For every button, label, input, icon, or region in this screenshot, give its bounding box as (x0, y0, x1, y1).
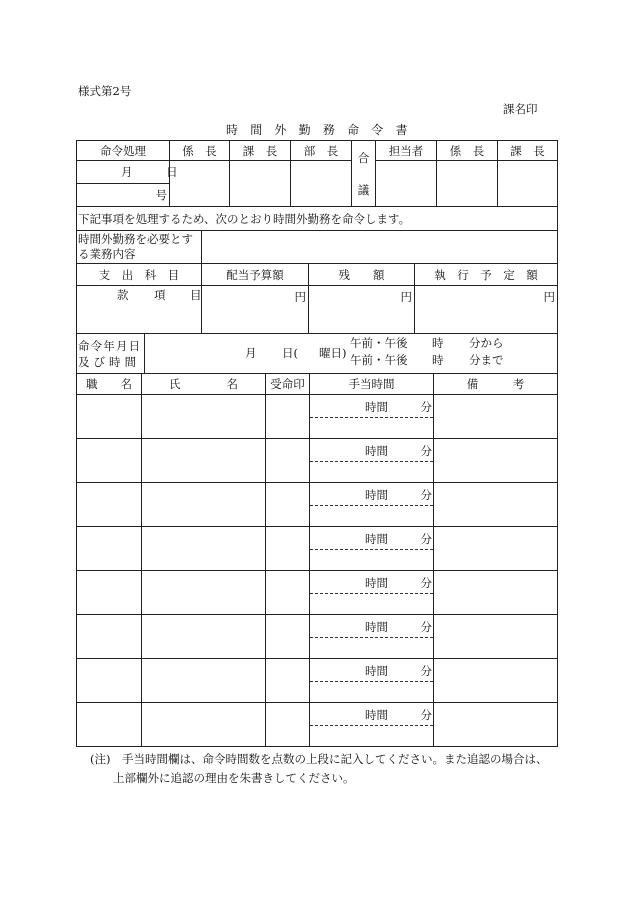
day-label: 日 (166, 165, 178, 179)
hours-label: 時間 (365, 620, 388, 634)
dashed-divider (310, 725, 433, 726)
header-seal: 受命印 (266, 374, 310, 395)
staff-name-cell[interactable] (142, 615, 266, 659)
staff-name-cell[interactable] (142, 659, 266, 703)
hour-until: 時 (432, 353, 444, 367)
staff-title-cell[interactable] (77, 483, 142, 527)
form-title: 時 間 外 勤 務 命 令 書 (226, 123, 412, 137)
table-row (77, 571, 558, 615)
minutes-label: 分 (420, 620, 432, 634)
dashed-divider (310, 681, 433, 682)
role-header: 課 長 (498, 141, 558, 161)
account-cell[interactable] (77, 286, 202, 334)
staff-remarks-cell[interactable] (434, 483, 558, 527)
month-label: 月 (121, 165, 133, 179)
allowance-hours-cell[interactable] (310, 483, 434, 527)
allowance-hours-cell[interactable] (310, 395, 434, 439)
approval-seal-box[interactable] (230, 161, 291, 207)
hours-label: 時間 (365, 708, 388, 722)
schedule-day: 日( (282, 346, 298, 360)
work-content-label (77, 231, 202, 264)
processing-label: 命令処理 (77, 141, 170, 161)
footnote-line1: (注) 手当時間欄は、命令時間数を点数の上段に記入してください。また追認の場合は、 (90, 752, 548, 766)
allowance-hours-cell[interactable] (310, 439, 434, 483)
form-number: 様式第2号 (78, 84, 132, 98)
staff-seal-cell[interactable] (266, 659, 310, 703)
staff-name-cell[interactable] (142, 483, 266, 527)
work-content-label-line1: 時間外勤務を必要とす (78, 232, 193, 246)
schedule-table (76, 333, 558, 374)
account-kou: 項 (154, 288, 166, 302)
table-row (77, 659, 558, 703)
order-statement: 下記事項を処理するため、次のとおり時間外勤務を命令します。 (77, 207, 558, 231)
hours-label: 時間 (365, 444, 388, 458)
ampm-until: 午前・午後 (350, 353, 408, 367)
table-row (77, 527, 558, 571)
minute-from: 分から (469, 336, 504, 350)
staff-seal-cell[interactable] (266, 483, 310, 527)
footnote-line2: 上部欄外に追認の理由を朱書きしてください。 (113, 771, 355, 785)
budget-header-account: 支 出 科 目 (77, 264, 202, 286)
minutes-label: 分 (420, 576, 432, 590)
allowance-hours-cell[interactable] (310, 527, 434, 571)
schedule-field[interactable] (145, 334, 558, 374)
budget-header-allocated: 配当予算額 (202, 264, 309, 286)
minutes-label: 分 (420, 708, 432, 722)
balance-amount-field[interactable]: 円 (309, 286, 415, 334)
schedule-month: 月 (245, 346, 257, 360)
hour-from: 時 (432, 336, 444, 350)
processing-date-cell[interactable] (77, 161, 178, 184)
table-row (77, 703, 558, 747)
staff-remarks-cell[interactable] (434, 703, 558, 747)
staff-title-cell[interactable] (77, 395, 142, 439)
staff-title-cell[interactable] (77, 571, 142, 615)
staff-seal-cell[interactable] (266, 527, 310, 571)
staff-title-cell[interactable] (77, 615, 142, 659)
planned-amount-field[interactable]: 円 (415, 286, 558, 334)
role-header: 係 長 (437, 141, 498, 161)
allocated-amount-field[interactable]: 円 (202, 286, 309, 334)
allowance-hours-cell[interactable] (310, 703, 434, 747)
budget-header-planned: 執 行 予 定 額 (415, 264, 558, 286)
staff-name-cell[interactable] (142, 703, 266, 747)
staff-seal-cell[interactable] (266, 703, 310, 747)
account-kan: 款 (117, 288, 129, 302)
staff-title-cell[interactable] (77, 439, 142, 483)
number-label[interactable]: 号 (77, 184, 170, 207)
minute-until: 分まで (469, 353, 504, 367)
approval-seal-box[interactable] (498, 161, 558, 207)
table-row (77, 439, 558, 483)
consultation-label-top: 合 (357, 150, 370, 165)
dashed-divider (310, 417, 433, 418)
staff-title-cell[interactable] (77, 659, 142, 703)
hours-label: 時間 (365, 664, 388, 678)
approval-table (76, 140, 558, 207)
role-header: 部 長 (291, 141, 352, 161)
staff-seal-cell[interactable] (266, 615, 310, 659)
work-content-field[interactable] (202, 231, 558, 264)
minutes-label: 分 (420, 532, 432, 546)
schedule-label-line1: 命令年月日 (78, 338, 142, 353)
staff-name-cell[interactable] (142, 527, 266, 571)
allowance-hours-cell[interactable] (310, 571, 434, 615)
staff-table (76, 373, 558, 747)
hours-label: 時間 (365, 488, 388, 502)
dashed-divider (310, 505, 433, 506)
staff-name-cell[interactable] (142, 395, 266, 439)
staff-remarks-cell[interactable] (434, 571, 558, 615)
dashed-divider (310, 593, 433, 594)
staff-name-cell[interactable] (142, 571, 266, 615)
staff-remarks-cell[interactable] (434, 527, 558, 571)
hours-label: 時間 (365, 576, 388, 590)
role-header: 担当者 (376, 141, 437, 161)
section-seal-label: 課名印 (503, 102, 538, 116)
table-row (77, 615, 558, 659)
role-header: 係 長 (170, 141, 230, 161)
role-header: 課 長 (230, 141, 291, 161)
work-content-label-line2: る業務内容 (78, 247, 136, 261)
account-moku: 目 (190, 288, 202, 302)
header-allowance-hours: 手当時間 (310, 374, 434, 395)
budget-header-balance: 残 額 (309, 264, 415, 286)
table-row (77, 483, 558, 527)
staff-remarks-cell[interactable] (434, 659, 558, 703)
staff-name-cell[interactable] (142, 439, 266, 483)
staff-seal-cell[interactable] (266, 439, 310, 483)
schedule-weekday: 曜日) (319, 346, 347, 360)
staff-remarks-cell[interactable] (434, 615, 558, 659)
header-name: 氏 名 (142, 374, 266, 395)
staff-title-cell[interactable] (77, 703, 142, 747)
consultation-label (352, 141, 376, 207)
approval-seal-box[interactable] (376, 161, 437, 207)
approval-seal-box[interactable] (437, 161, 498, 207)
hours-label: 時間 (365, 400, 388, 414)
hours-label: 時間 (365, 532, 388, 546)
ampm-from: 午前・午後 (350, 336, 408, 350)
allowance-hours-cell[interactable] (310, 659, 434, 703)
schedule-label-line2: 及び時間 (78, 354, 141, 369)
schedule-label (77, 334, 145, 374)
dashed-divider (310, 637, 433, 638)
dashed-divider (310, 461, 433, 462)
dashed-divider (310, 549, 433, 550)
staff-title-cell[interactable] (77, 527, 142, 571)
allowance-hours-cell[interactable] (310, 615, 434, 659)
staff-seal-cell[interactable] (266, 395, 310, 439)
minutes-label: 分 (420, 444, 432, 458)
table-row (77, 395, 558, 439)
staff-remarks-cell[interactable] (434, 439, 558, 483)
consultation-label-bottom: 議 (357, 182, 370, 197)
minutes-label: 分 (420, 488, 432, 502)
minutes-label: 分 (420, 400, 432, 414)
header-remarks: 備 考 (434, 374, 558, 395)
minutes-label: 分 (420, 664, 432, 678)
approval-seal-box[interactable] (291, 161, 352, 207)
staff-remarks-cell[interactable] (434, 395, 558, 439)
approval-seal-box[interactable] (170, 161, 230, 207)
order-details-table (76, 206, 558, 334)
header-title: 職 名 (77, 374, 142, 395)
staff-seal-cell[interactable] (266, 571, 310, 615)
